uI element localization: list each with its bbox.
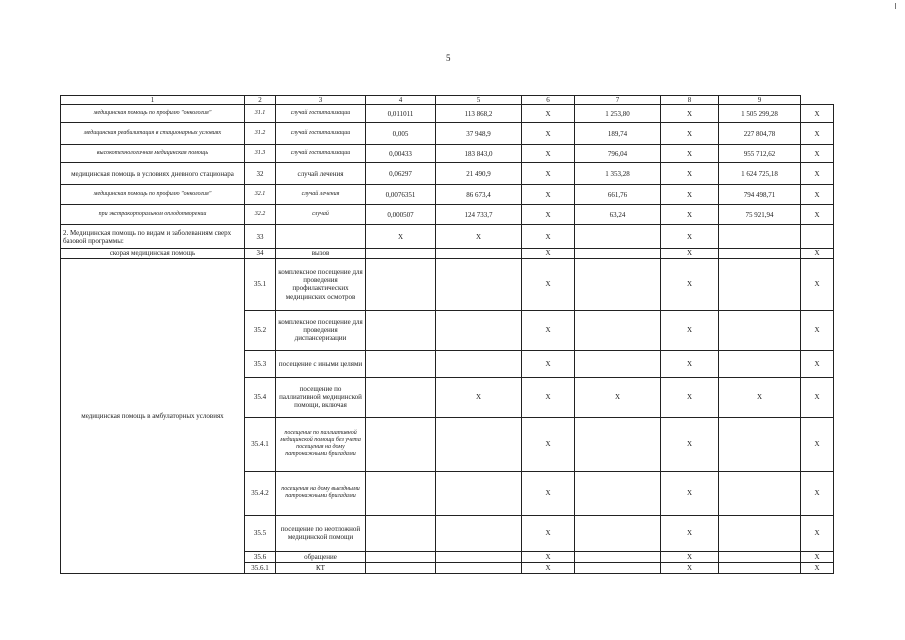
cell-col9: X	[801, 205, 834, 225]
row-code: 34	[245, 249, 276, 258]
row-name: при экстракорпоральном оплодотворении	[61, 205, 245, 225]
cell-col3	[366, 310, 436, 350]
cell-col4	[436, 249, 522, 258]
cell-col5: X	[522, 551, 575, 562]
cell-col9: X	[801, 258, 834, 310]
cell-col7: X	[661, 123, 719, 145]
cell-col6	[575, 249, 661, 258]
cell-col8	[719, 249, 801, 258]
cell-col4: 86 673,4	[436, 185, 522, 205]
row-name: высокотехнологичная медицинская помощь	[61, 145, 245, 163]
row-code: 35.1	[245, 258, 276, 310]
row-code: 35.3	[245, 350, 276, 377]
cell-col3	[366, 258, 436, 310]
cell-col9: X	[801, 249, 834, 258]
cell-col9: X	[801, 163, 834, 185]
row-code: 35.4	[245, 377, 276, 417]
row-unit	[276, 225, 366, 249]
cell-col3	[366, 377, 436, 417]
cell-col4	[436, 258, 522, 310]
cell-col7: X	[661, 515, 719, 551]
cell-col7: X	[661, 471, 719, 515]
cell-col9	[801, 225, 834, 249]
table-row	[61, 225, 834, 249]
row-code: 32.1	[245, 185, 276, 205]
cell-col5: X	[522, 377, 575, 417]
row-unit: комплексное посещение для проведения диспансеризации	[276, 310, 366, 350]
cell-col9: X	[801, 310, 834, 350]
cell-col5: X	[522, 163, 575, 185]
cell-col7: X	[661, 105, 719, 123]
cell-col5: X	[522, 515, 575, 551]
cell-col6	[575, 417, 661, 471]
cell-col6: 661,76	[575, 185, 661, 205]
cell-col6	[575, 225, 661, 249]
cell-col8: X	[719, 377, 801, 417]
row-name: медицинская помощь в условиях дневного стационара	[61, 163, 245, 185]
cell-col4	[436, 551, 522, 562]
cell-col4	[436, 562, 522, 573]
cell-col6: 1 353,28	[575, 163, 661, 185]
cell-col5: X	[522, 417, 575, 471]
cell-col3: 0,00433	[366, 145, 436, 163]
cell-col4	[436, 515, 522, 551]
page-number: 5	[446, 53, 451, 63]
header-cell: 6	[522, 96, 575, 105]
cell-col3: 0,000507	[366, 205, 436, 225]
tariff-table	[60, 95, 834, 574]
cell-col7: X	[661, 310, 719, 350]
row-name: скорая медицинская помощь	[61, 249, 245, 258]
cell-col7: X	[661, 377, 719, 417]
cell-col6	[575, 310, 661, 350]
cell-col7: X	[661, 205, 719, 225]
cell-col7: X	[661, 225, 719, 249]
cell-col8	[719, 417, 801, 471]
cell-col4	[436, 471, 522, 515]
row-code: 32.2	[245, 205, 276, 225]
cell-col5: X	[522, 258, 575, 310]
cell-col3	[366, 562, 436, 573]
table-row	[61, 145, 834, 163]
row-unit: посещение с иными целями	[276, 350, 366, 377]
cell-col4: 37 948,9	[436, 123, 522, 145]
row-unit: случай госпитализации	[276, 105, 366, 123]
row-name: медицинская реабилитация в стационарных условиях	[61, 123, 245, 145]
cell-col5: X	[522, 562, 575, 573]
row-unit: случай госпитализации	[276, 145, 366, 163]
table-row	[61, 205, 834, 225]
cell-col8	[719, 225, 801, 249]
cell-col8	[719, 258, 801, 310]
cell-col7: X	[661, 562, 719, 573]
cell-col6: 796,04	[575, 145, 661, 163]
cell-col7: X	[661, 163, 719, 185]
table-row	[61, 249, 834, 258]
cell-col4: X	[436, 225, 522, 249]
cell-col6: 63,24	[575, 205, 661, 225]
row-unit: посещения на дому выездными патронажными бригадами	[276, 471, 366, 515]
cell-col9: X	[801, 145, 834, 163]
cell-col9: X	[801, 515, 834, 551]
cell-col3	[366, 249, 436, 258]
header-row	[61, 96, 834, 105]
row-unit: комплексное посещение для проведения профилактических медицинских осмотров	[276, 258, 366, 310]
row-code: 33	[245, 225, 276, 249]
cell-col8	[719, 562, 801, 573]
cell-col3: 0,06297	[366, 163, 436, 185]
header-cell: 5	[436, 96, 522, 105]
cell-col8: 75 921,94	[719, 205, 801, 225]
cell-col9: X	[801, 417, 834, 471]
row-name: медицинская помощь по профилю "онкология"	[61, 105, 245, 123]
cell-col7: X	[661, 551, 719, 562]
row-unit: КТ	[276, 562, 366, 573]
row-unit: обращение	[276, 551, 366, 562]
cell-col7: X	[661, 145, 719, 163]
header-cell: 2	[245, 96, 276, 105]
row-code: 35.4.2	[245, 471, 276, 515]
cell-col6	[575, 258, 661, 310]
row-unit: посещение по паллиативной медицинской помощи, включая	[276, 377, 366, 417]
cell-col6	[575, 471, 661, 515]
cell-col4: 21 490,9	[436, 163, 522, 185]
row-code: 31.1	[245, 105, 276, 123]
cell-col8: 794 498,71	[719, 185, 801, 205]
cell-col8	[719, 471, 801, 515]
header-cell: 4	[366, 96, 436, 105]
cell-col8: 1 624 725,18	[719, 163, 801, 185]
cell-col4	[436, 310, 522, 350]
cell-col4	[436, 350, 522, 377]
cell-col8: 227 804,78	[719, 123, 801, 145]
cell-col9: X	[801, 471, 834, 515]
cell-col5: X	[522, 145, 575, 163]
cell-col6	[575, 350, 661, 377]
cell-col6	[575, 562, 661, 573]
cell-col5: X	[522, 225, 575, 249]
edge-mark	[895, 3, 896, 9]
cell-col3	[366, 417, 436, 471]
table-row	[61, 163, 834, 185]
cell-col3: 0,005	[366, 123, 436, 145]
table-row	[61, 185, 834, 205]
cell-col3: 0,011011	[366, 105, 436, 123]
row-code: 35.6.1	[245, 562, 276, 573]
header-cell: 7	[575, 96, 661, 105]
cell-col5: X	[522, 471, 575, 515]
header-cell: 9	[719, 96, 801, 105]
header-cell: 3	[276, 96, 366, 105]
cell-col7: X	[661, 258, 719, 310]
row-code: 35.4.1	[245, 417, 276, 471]
cell-col5: X	[522, 249, 575, 258]
row-unit: посещение по неотложной медицинской помощи	[276, 515, 366, 551]
cell-col9: X	[801, 551, 834, 562]
table-row	[61, 105, 834, 123]
cell-col5: X	[522, 205, 575, 225]
cell-col9: X	[801, 123, 834, 145]
cell-col5: X	[522, 185, 575, 205]
cell-col5: X	[522, 123, 575, 145]
ambulatory-name: медицинская помощь в амбулаторных условиях	[61, 258, 245, 573]
cell-col6: 189,74	[575, 123, 661, 145]
cell-col8	[719, 515, 801, 551]
cell-col6: 1 253,80	[575, 105, 661, 123]
cell-col7: X	[661, 350, 719, 377]
row-code: 32	[245, 163, 276, 185]
row-unit: случай лечения	[276, 185, 366, 205]
cell-col8: 955 712,62	[719, 145, 801, 163]
cell-col8	[719, 551, 801, 562]
cell-col7: X	[661, 185, 719, 205]
cell-col3: 0,0076351	[366, 185, 436, 205]
header-cell: 1	[61, 96, 245, 105]
cell-col3	[366, 515, 436, 551]
cell-col6: X	[575, 377, 661, 417]
row-code: 35.2	[245, 310, 276, 350]
cell-col9: X	[801, 562, 834, 573]
row-code: 31.3	[245, 145, 276, 163]
row-code: 35.6	[245, 551, 276, 562]
cell-col5: X	[522, 105, 575, 123]
row-unit: посещение по паллиативной медицинской помощи без учета посещения на дому патронажными бригадами	[276, 417, 366, 471]
table-row	[61, 123, 834, 145]
row-code: 35.5	[245, 515, 276, 551]
cell-col6	[575, 515, 661, 551]
cell-col9: X	[801, 377, 834, 417]
header-cell: 8	[661, 96, 719, 105]
cell-col7: X	[661, 249, 719, 258]
row-unit: вызов	[276, 249, 366, 258]
cell-col9: X	[801, 105, 834, 123]
cell-col5: X	[522, 310, 575, 350]
row-unit: случай госпитализации	[276, 123, 366, 145]
row-unit: случай	[276, 205, 366, 225]
cell-col9: X	[801, 350, 834, 377]
cell-col7: X	[661, 417, 719, 471]
row-unit: случай лечения	[276, 163, 366, 185]
cell-col5: X	[522, 350, 575, 377]
cell-col8	[719, 350, 801, 377]
cell-col6	[575, 551, 661, 562]
cell-col3	[366, 551, 436, 562]
cell-col4: X	[436, 377, 522, 417]
cell-col9: X	[801, 185, 834, 205]
cell-col3	[366, 471, 436, 515]
cell-col8: 1 505 299,28	[719, 105, 801, 123]
cell-col3	[366, 350, 436, 377]
cell-col8	[719, 310, 801, 350]
cell-col4	[436, 417, 522, 471]
cell-col4: 183 843,0	[436, 145, 522, 163]
cell-col4: 113 868,2	[436, 105, 522, 123]
table-row	[61, 258, 834, 310]
row-name: медицинская помощь по профилю "онкология"	[61, 185, 245, 205]
cell-col3: X	[366, 225, 436, 249]
cell-col4: 124 733,7	[436, 205, 522, 225]
row-code: 31.2	[245, 123, 276, 145]
row-name: 2. Медицинская помощь по видам и заболеваниям сверх базовой программы:	[61, 225, 245, 249]
